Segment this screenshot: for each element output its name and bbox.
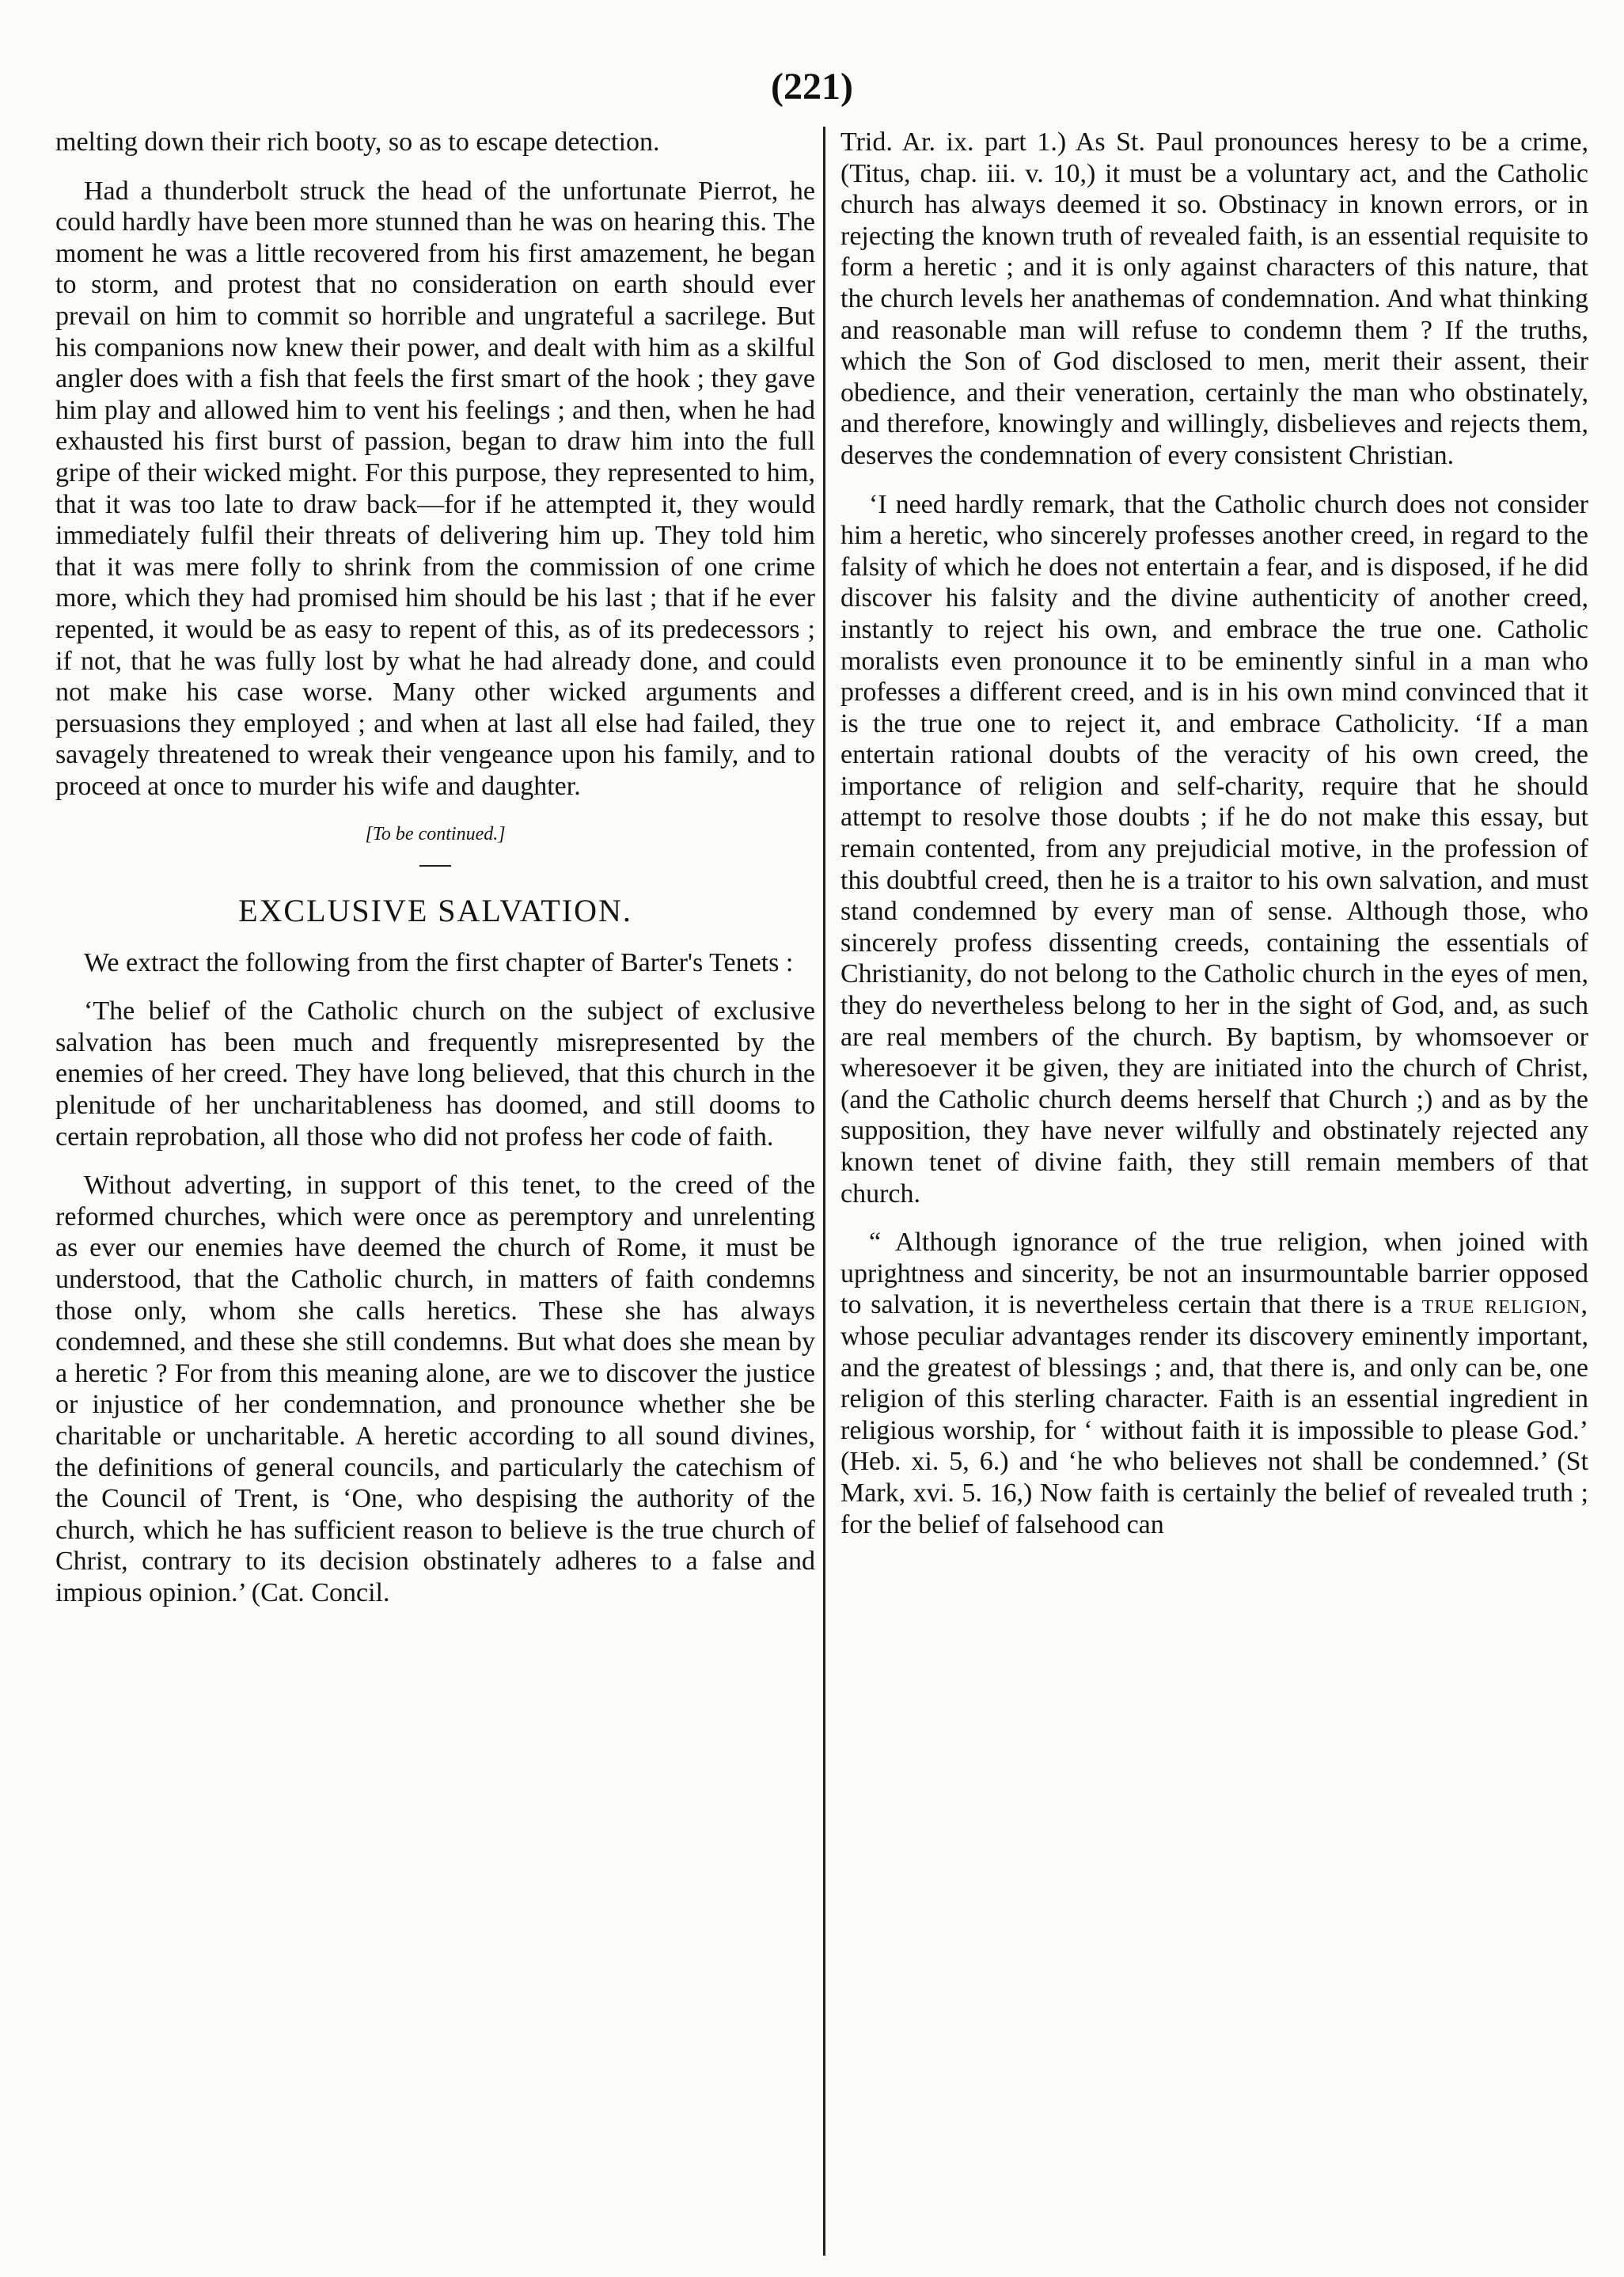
article-text: whose peculiar advantages render its discovery eminently important, and the greatest of blessings ; and, that there is, and only can be, one religion of this sterling character. Faith is an essential ingredient in religious worship, for ‘ without faith it is impossible to please God.’ (Heb. xi. 5, 6.) and ‘he who believes not shall be condemned.’ (St Mark, xvi. 5. 16,) Now faith is certainly the belief of revealed truth ; for the belief of falsehood can: [840, 1321, 1588, 1539]
left-column: [55, 127, 815, 1626]
story-ending-paragraph: melting down their rich booty, so as to escape detection.: [55, 127, 660, 157]
article-paragraph: Trid. Ar. ix. part 1.) As St. Paul pronounces heresy to be a crime, (Titus, chap. iii. v. 10,) it must be a voluntary act, and the Catholic church has always deemed it so. Obstinacy in known errors, or in rejecting the known truth of revealed faith, is an essential requisite to form a heretic ; and it is only against characters of this nature, that the church levels her anathemas of condemnation. And what thinking and reasonable man will refuse to condemn them ? If the truths, which the Son of God disclosed to men, merit their assent, their obedience, and their veneration, certainly the man who obstinately, and therefore, knowingly and willingly, disbelieves and rejects them, deserves the condemnation of every consistent Christian.: [840, 127, 1588, 470]
column-divider: [823, 127, 825, 2256]
article-paragraph: ‘The belief of the Catholic church on the subject of exclusive salvation has been much and frequently misrepresented by the enemies of her creed. They have long believed, that this church in the plenitude of her uncharitableness has doomed, and still dooms to certain reprobation, all those who did not profess her code of faith.: [55, 996, 815, 1152]
section-divider: [419, 865, 451, 867]
article-intro: We extract the following from the first chapter of Barter's Tenets :: [84, 947, 794, 977]
article-paragraph: [840, 1227, 1588, 1540]
article-text: “ Although ignorance of the true religion, when joined with uprightness and sincerity, be not an insurmountable barrier opposed to salvation, it is nevertheless certain that there is a: [840, 1228, 1588, 1320]
article-heading: EXCLUSIVE SALVATION.: [238, 893, 632, 929]
right-column: [840, 127, 1588, 1558]
story-paragraph: Had a thunderbolt struck the head of the unfortunate Pierrot, he could hardly have been more stunned than he was on hearing this. The moment he was a little recovered from his first amazement, he began to storm, and protest that no consideration on earth should ever prevail on him to commit so horrible and ungrateful a sacrilege. But his companions now knew their power, and dealt with him as a skilful angler does with a fish that feels the first smart of the hook ; they gave him play and allowed him to vent his feelings ; and then, when he had exhausted his first burst of passion, began to draw him into the full gripe of their wicked might. For this purpose, they represented to him, that it was too late to draw back—for if he attempted it, they would immediately fulfil their threats of delivering him up. They told him that it was mere folly to shrink from the commission of one crime more, which they had promised him should be his last ; that if he ever repented, it would be as easy to repent of this, as of its predecessors ; if not, that he was fully lost by what he had already done, and could not make his case worse. Many other wicked arguments and persuasions they employed ; and when at last all else had failed, they savagely threatened to wreak their vengeance upon his family, and to proceed at once to murder his wife and daughter.: [55, 176, 815, 801]
article-paragraph: Without adverting, in support of this tenet, to the creed of the reformed churches, which were once as peremptory and unrelenting as ever our enemies have deemed the church of Rome, it must be understood, that the Catholic church, in matters of faith condemns those only, whom she calls heretics. These she has always condemned, and these she still condemns. But what does she mean by a heretic ? For from this meaning alone, are we to discover the justice or injustice of her condemnation, and pronounce whether she be charitable or uncharitable. A heretic according to all sound divines, the definitions of general councils, and particularly the catechism of the Council of Trent, is ‘One, who despising the authority of the church, which he has sufficient reason to believe is the true church of Christ, contrary to its decision obstinately adheres to a false and impious opinion.’ (Cat. Concil.: [55, 1171, 815, 1607]
continued-notice: [To be continued.]: [365, 824, 506, 845]
emphasized-phrase: true religion,: [1421, 1290, 1589, 1320]
page-number: (221): [771, 66, 853, 108]
article-paragraph: ‘I need hardly remark, that the Catholic church does not consider him a heretic, who sincerely professes another creed, in regard to the falsity of which he does not entertain a fear, and is disposed, if he did discover his falsity and the divine authenticity of another creed, instantly to reject his own, and embrace the true one. Catholic moralists even pronounce it to be eminently sinful in a man who professes a different creed, and is in his own mind convinced that it is the true one to reject it, and embrace Catholicity. ‘If a man entertain rational doubts of the veracity of his own creed, the importance of religion and self-charity, require that he should attempt to resolve those doubts ; if he do not make this essay, but remain contented, from any prejudicial motive, in the profession of this doubtful creed, then he is a traitor to his own salvation, and must stand condemned by every man of sense. Although those, who sincerely profess dissenting creeds, containing the essentials of Christianity, do not belong to the Catholic church in the eyes of men, they do nevertheless belong to her in the sight of God, and, as such are real members of the church. By baptism, by whomsoever or wheresoever it be given, they are initiated into the church of Christ, (and the Catholic church deems herself that Church ;) and as by the supposition, they have never wilfully and obstinately rejected any known tenet of divine faith, they still remain members of that church.: [840, 489, 1588, 1209]
